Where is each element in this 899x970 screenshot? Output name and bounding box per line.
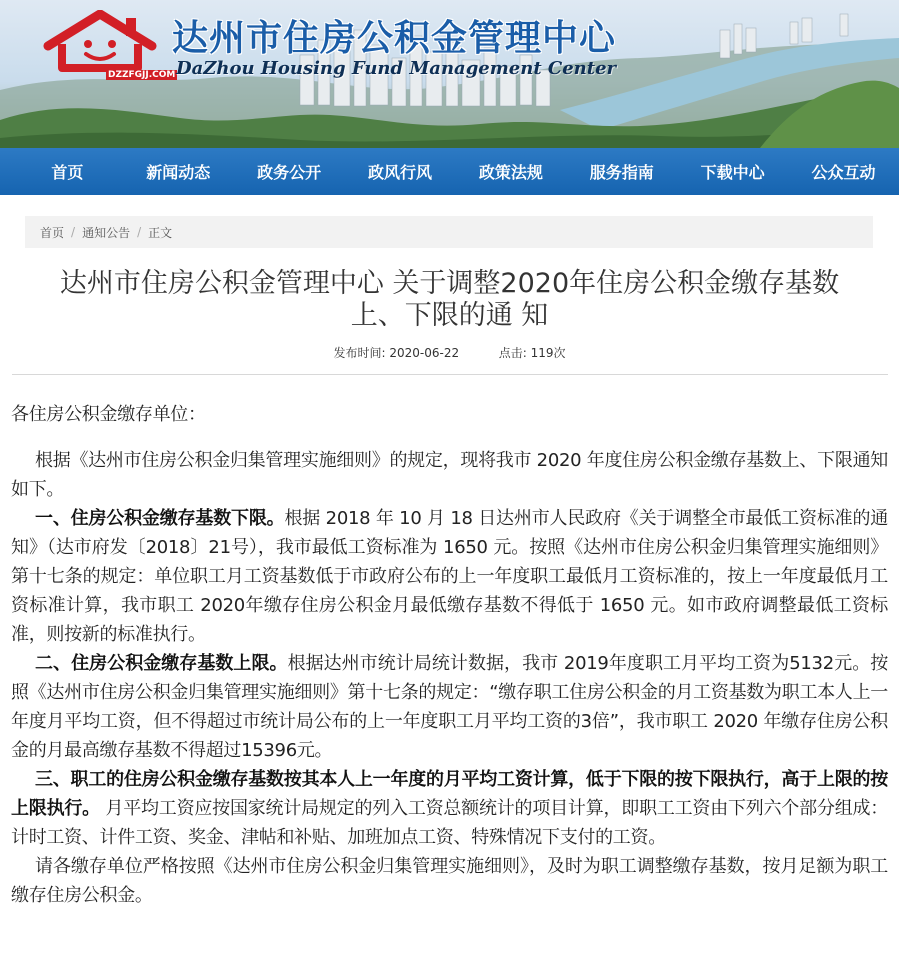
views-label: 点击: — [498, 346, 527, 360]
breadcrumb-section-link[interactable]: 通知公告 — [82, 225, 131, 240]
breadcrumb-current: 正文 — [148, 225, 173, 240]
header-banner — [0, 0, 899, 148]
breadcrumb — [25, 216, 873, 248]
publish-label: 发布时间: — [333, 346, 386, 360]
nav-item-news[interactable]: 新闻动态 — [146, 163, 211, 182]
nav-item-interaction[interactable]: 公众互动 — [811, 163, 876, 182]
breadcrumb-separator: / — [71, 225, 76, 239]
nav-item-conduct[interactable]: 政风行风 — [368, 163, 433, 182]
nav-item-gov-affairs[interactable]: 政务公开 — [257, 163, 322, 182]
publish-date: 2020-06-22 — [389, 346, 460, 360]
salutation: 各住房公积金缴存单位： — [11, 404, 206, 425]
intro-paragraph: 根据《达州市住房公积金归集管理实施细则》的规定，现将我市 2020 年度住房公积金缴存基数上、下限通知如下。 — [11, 450, 888, 500]
paragraph-lower-limit — [11, 504, 888, 649]
site-subtitle: DaZhou Housing Fund Management Center — [176, 58, 617, 79]
upper-limit-text: 根据达州市统计局统计数据，我市 2019年度职工月平均工资为5132元。按照《达州市住房公积金归集管理实施细则》第十七条的规定：“缴存职工住房公积金的月工资基数为职工本人上一年度月平均工资，但不得超过市统计局公布的上一年度职工月平均工资的3倍”，我市职工 2020 年缴存住房公积金的月最高缴存基数不得超过15396元。 — [11, 653, 888, 761]
nav-item-service-guide[interactable]: 服务指南 — [589, 163, 654, 182]
breadcrumb-home-link[interactable]: 首页 — [40, 225, 65, 240]
nav-item-downloads[interactable]: 下载中心 — [700, 163, 765, 182]
nav-item-policies[interactable]: 政策法规 — [478, 163, 543, 182]
calculation-heading: 三、职工的住房公积金缴存基数按其本人上一年度的月平均工资计算，低于下限的按下限执行，高于上限的按上限执行。 — [11, 769, 888, 819]
main-nav — [0, 148, 899, 195]
house-logo-icon — [40, 10, 160, 76]
site-logo[interactable] — [40, 10, 176, 80]
upper-limit-heading: 二、住房公积金缴存基数上限。 — [35, 653, 288, 674]
article-body — [11, 400, 888, 910]
divider — [12, 374, 888, 375]
logo-domain-text: DZZFGJJ.COM — [108, 70, 176, 80]
calculation-text: 月平均工资应按国家统计局规定的列入工资总额统计的项目计算，即职工工资由下列六个部分组成：计时工资、计件工资、奖金、津帖和补贴、加班加点工资、特殊情况下支付的工资。 — [11, 798, 888, 848]
article-title-line2: 上、下限的通 知 — [350, 300, 549, 331]
views-count: 119次 — [530, 346, 566, 360]
paragraph-calculation — [11, 765, 888, 852]
lower-limit-text: 根据 2018 年 10 月 18 日达州市人民政府《关于调整全市最低工资标准的通知》（达市府发〔2018〕21号），我市最低工资标准为 1650 元。按照《达州市住房公积金归集管理实施细则》第十七条的规定：单位职工月工资基数低于市政府公布的上一年度职工最低月工资标准的，按上一年度最低月工资标准计算，我市职工 2020年缴存住房公积金月最低缴存基数不得低于 1650 元。如市政府调整最低工资标准，则按新的标准执行。 — [11, 508, 888, 645]
article-meta — [0, 344, 899, 361]
site-title: 达州市住房公积金管理中心 — [172, 18, 617, 59]
article-title — [0, 268, 899, 332]
breadcrumb-separator: / — [137, 225, 142, 239]
paragraph-closing: 请各缴存单位严格按照《达州市住房公积金归集管理实施细则》，及时为职工调整缴存基数，按月足额为职工缴存住房公积金。 — [11, 856, 888, 906]
article-title-line1: 达州市住房公积金管理中心 关于调整2020年住房公积金缴存基数 — [59, 268, 840, 299]
lower-limit-heading: 一、住房公积金缴存基数下限。 — [35, 508, 285, 529]
nav-item-home[interactable]: 首页 — [51, 163, 84, 182]
paragraph-upper-limit — [11, 649, 888, 765]
